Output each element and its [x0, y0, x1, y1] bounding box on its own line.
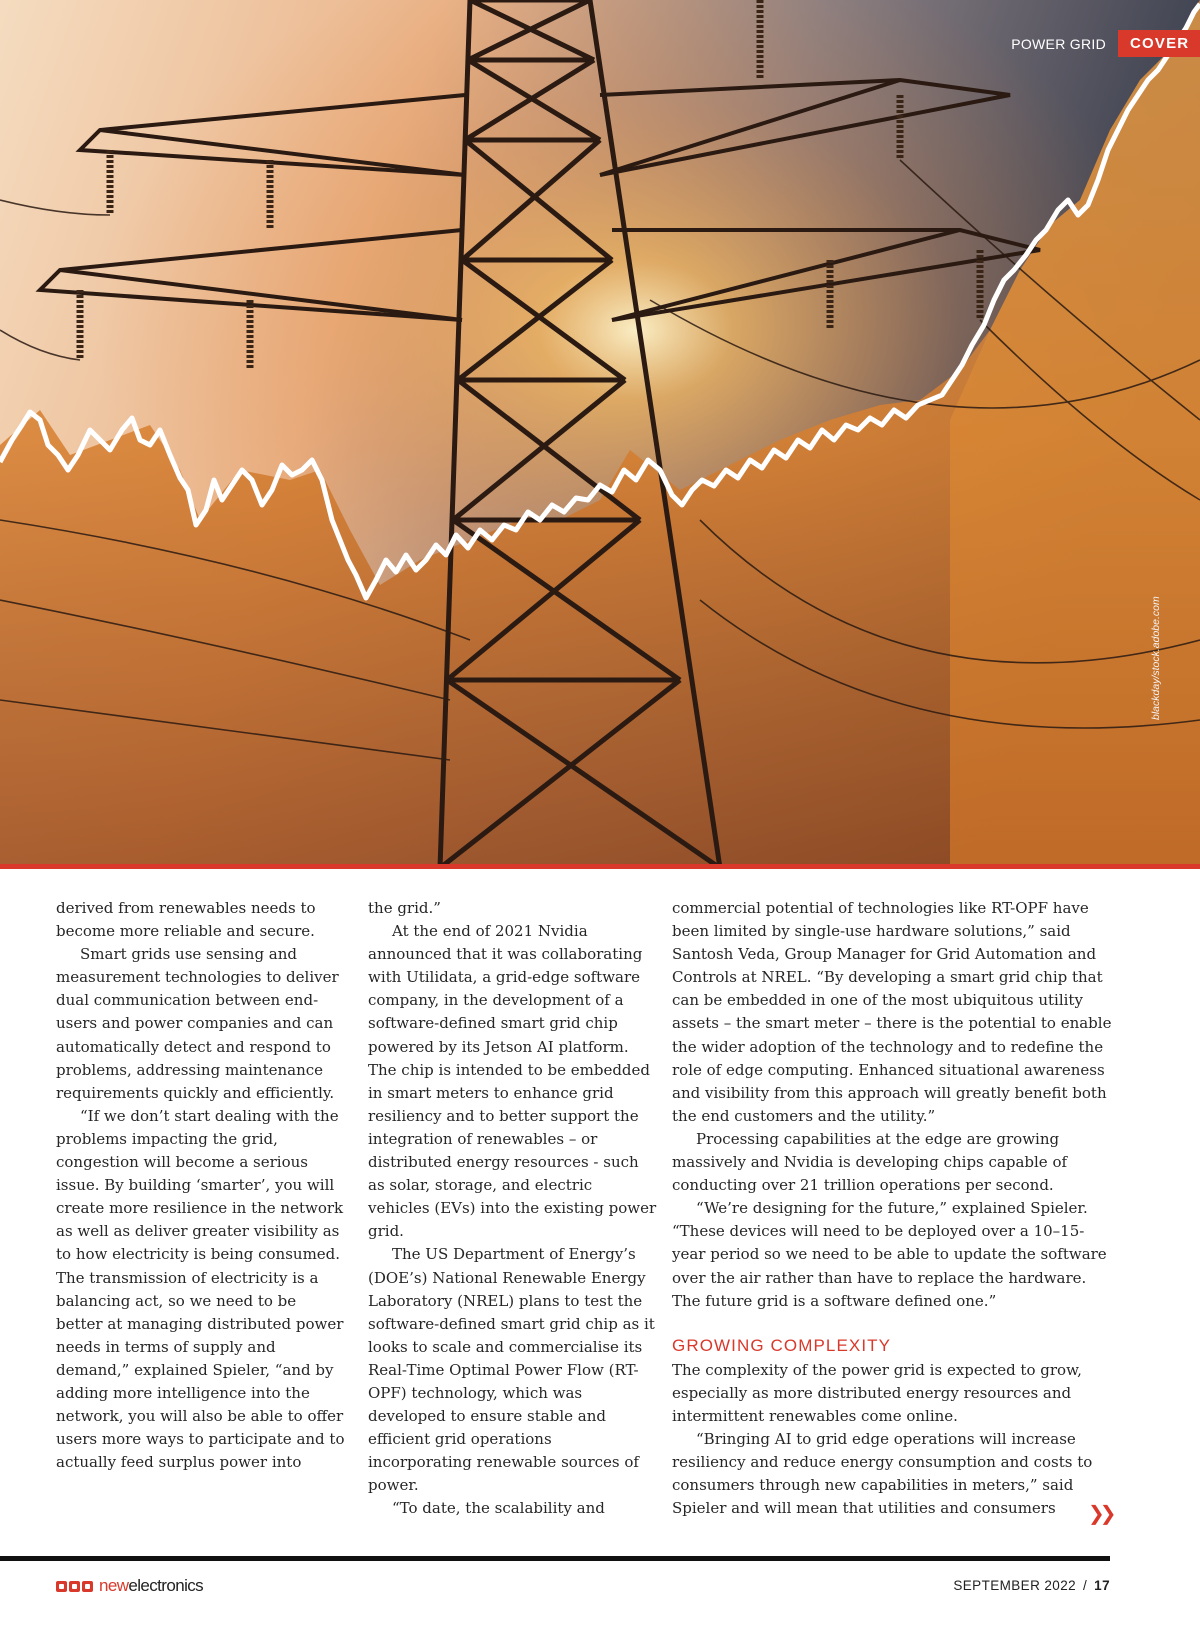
article-column-2	[368, 897, 658, 1521]
social-icons	[56, 1581, 93, 1592]
page-number: 17	[1094, 1578, 1110, 1593]
paragraph: The complexity of the power grid is expected to grow, especially as more distributed energy resources and intermittent renewables come online.	[672, 1360, 1082, 1425]
continue-arrow-icon: ❯❯	[1088, 1501, 1112, 1525]
footer-brand	[56, 1576, 203, 1596]
brand-logo: newelectronics	[99, 1576, 204, 1595]
folio-separator: /	[1083, 1578, 1088, 1593]
photo-credit: blackday/stock.adobe.com	[1150, 596, 1162, 720]
paragraph: “Bringing AI to grid edge operations will increase resiliency and reduce energy consumption and costs to consumers through new capabilities in meters,” said Spieler and will mean that utilities and consumers	[672, 1429, 1093, 1518]
footer-rule	[0, 1556, 1110, 1561]
paragraph: Smart grids use sensing and measurement technologies to deliver dual communication between end-users and power companies and can automatically detect and respond to problems, addressing maintenance requirements quickly and efficiently.	[56, 945, 339, 1102]
article-column-1	[56, 897, 346, 1474]
hero-rule	[0, 864, 1200, 869]
paragraph: derived from renewables needs to become more reliable and secure.	[56, 899, 316, 941]
paragraph: “If we don’t start dealing with the problems impacting the grid, congestion will become a serious issue. By building ‘smarter’, you will create more resilience in the network as well as deliver greater visibility as to how electricity is being consumed. The transmission of electricity is a balancing act, so we need to be better at managing distributed power needs in terms of supply and demand,” explained Spieler, “and by adding more intelligence into the network, you will also be able to offer users more ways to participate and to actually feed surplus power into	[56, 1106, 345, 1472]
section-name: POWER GRID	[1011, 35, 1106, 52]
footer-folio	[953, 1578, 1110, 1593]
paragraph: the grid.”	[368, 899, 441, 917]
paragraph: “To date, the scalability and	[392, 1499, 605, 1518]
section-tag	[1011, 30, 1200, 57]
facebook-icon[interactable]	[56, 1581, 67, 1592]
section-badge: COVER	[1118, 30, 1200, 57]
article-column-3	[672, 897, 1112, 1520]
paragraph: The US Department of Energy’s (DOE’s) National Renewable Energy Laboratory (NREL) plans to test the software-defined smart grid chip as it looks to scale and commercialise its Real-Time Optimal Power Flow (RT-OPF) technology, which was developed to ensure stable and efficient grid operations incorporating renewable sources of power.	[368, 1245, 655, 1495]
linkedin-icon[interactable]	[69, 1581, 80, 1592]
issue-date: SEPTEMBER 2022	[953, 1578, 1077, 1593]
paragraph: At the end of 2021 Nvidia announced that it was collaborating with Utilidata, a grid-edge software company, in the development of a software-defined smart grid chip powered by its Jetson AI platform. The chip is intended to be embedded in smart meters to enhance grid resiliency and to better support the integration of renewables – or distributed energy resources - such as solar, storage, and electric vehicles (EVs) into the existing power grid.	[368, 922, 657, 1241]
twitter-icon[interactable]	[82, 1581, 93, 1592]
paragraph: commercial potential of technologies like RT-OPF have been limited by single-use hardware solutions,” said Santosh Veda, Group Manager for Grid Automation and Controls at NREL. “By developing a smart grid chip that can be embedded in one of the most ubiquitous utility assets – the smart meter – there is the potential to enable the wider adoption of the technology and to redefine the role of edge computing. Enhanced situational awareness and visibility from this approach will greatly benefit both the end customers and the utility.”	[672, 899, 1112, 1125]
subheading: GROWING COMPLEXITY	[672, 1335, 892, 1355]
paragraph: Processing capabilities at the edge are growing massively and Nvidia is developing chips capable of conducting over 21 trillion operations per second.	[672, 1129, 1068, 1195]
paragraph: “We’re designing for the future,” explained Spieler. “These devices will need to be deployed over a 10–15-year period so we need to be able to update the software over the air rather than have to replace the hardware. The future grid is a software defined one.”	[672, 1199, 1107, 1310]
